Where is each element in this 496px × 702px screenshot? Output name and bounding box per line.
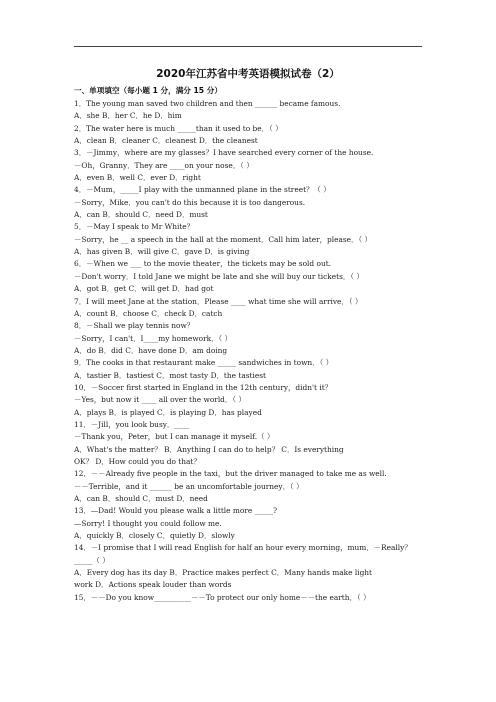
option-line: A．she B．her C．he D．him: [74, 111, 182, 121]
section-heading: 一、单项填空（每小题 1 分，满分 15 分）: [74, 86, 222, 95]
question-line: －Oh，Granny．They are ____on your nose．（ ）: [74, 160, 254, 170]
option-line: A．do B．did C．have done D．am doing: [74, 345, 228, 355]
question-line: 4．－Mum，_____I play with the unmanned plane in the street？（ ）: [74, 185, 331, 195]
question-line: _____（ ）: [74, 555, 110, 565]
question-line: 6．－When we ___ to the movie theater，the tickets may be sold out.: [74, 259, 332, 269]
question-line: 2．The water here is much _____than it used to be．（ ）: [74, 123, 283, 133]
option-line: A．tastier B．tastiest C．most tasty D．the tastiest: [74, 370, 266, 380]
option-line: OK？ D．How could you do that？: [74, 456, 201, 466]
top-rule: [74, 46, 422, 47]
question-line: 13．—Dad! Would you please walk a little more _____?: [74, 506, 278, 516]
question-line: －Don't worry．I told Jane we might be late and she will buy our tickets．（ ）: [74, 271, 364, 281]
question-line: 8．－Shall we play tennis now？: [74, 321, 195, 331]
question-line: 15．－－Do you know__________－－To protect our only home－－the earth．（ ）: [74, 592, 371, 602]
option-line: A．has given B．will give C．gave D．is giving: [74, 247, 250, 257]
question-line: －－Terrible，and it ______ be an uncomfortable journey．（ ）: [74, 481, 304, 491]
option-line: A．can B．should C．need D．must: [74, 210, 208, 220]
question-line: 11．－Jill，you look busy．____: [74, 419, 190, 429]
option-line: A．even B．well C．ever D．right: [74, 173, 201, 183]
question-line: —Sorry! I thought you could follow me.: [74, 518, 222, 528]
question-line: －Thank you，Peter，but I can manage it myself.（ ）: [74, 432, 275, 442]
question-line: －Sorry，Mike．you can't do this because it is too dangerous.: [74, 197, 306, 207]
exam-title: 2020年江苏省中考英语模拟试卷（2）: [156, 68, 340, 80]
option-line: A．Every dog has its day B．Practice makes perfect C．Many hands make light: [74, 568, 373, 578]
question-line: －Yes，but now it ____ all over the world．（ ）: [74, 395, 246, 405]
question-line: 1．The young man saved two children and then ______ became famous.: [74, 99, 341, 108]
question-list: [74, 98, 424, 604]
option-line: work D．Actions speak louder than words: [74, 580, 232, 590]
option-line: A．got B．get C．will get D．had got: [74, 284, 214, 294]
question-line: 9．The cooks in that restaurant make _____ sandwiches in town．（ ）: [74, 358, 333, 368]
question-line: 14．－I promise that I will read English for half an hour every morning，mum．－Really？: [74, 543, 412, 553]
question-line: 3．－Jimmy，where are my glasses？I have searched every corner of the house.: [74, 148, 374, 158]
question-line: 5．－May I speak to Mr White？: [74, 222, 195, 232]
option-line: A．clean B．cleaner C．cleanest D．the cleanest: [74, 136, 258, 146]
question-line: －Sorry，he __ a speech in the hall at the moment．Call him later，please．（ ）: [74, 234, 372, 244]
option-line: A．What's the matter？ B．Anything I can do to help？ C．Is everything: [74, 444, 344, 454]
option-line: A．can B．should C．must D．need: [74, 494, 208, 503]
question-line: －Sorry，I can't．I____my homework．（ ）: [74, 333, 232, 343]
option-line: A．quickly B．closely C．quietly D．slowly: [74, 531, 235, 541]
option-line: A．plays B．is played C．is playing D．has played: [74, 407, 262, 417]
option-line: A．count B．choose C．check D．catch: [74, 308, 223, 318]
question-line: 12．－－Already five people in the taxi，but the driver managed to take me as well.: [74, 469, 387, 479]
question-line: 10．－Soccer first started in England in the 12th century，didn't it？: [74, 382, 333, 392]
question-line: 7．I will meet Jane at the station．Please ____ what time she will arrive．（ ）: [74, 296, 363, 306]
